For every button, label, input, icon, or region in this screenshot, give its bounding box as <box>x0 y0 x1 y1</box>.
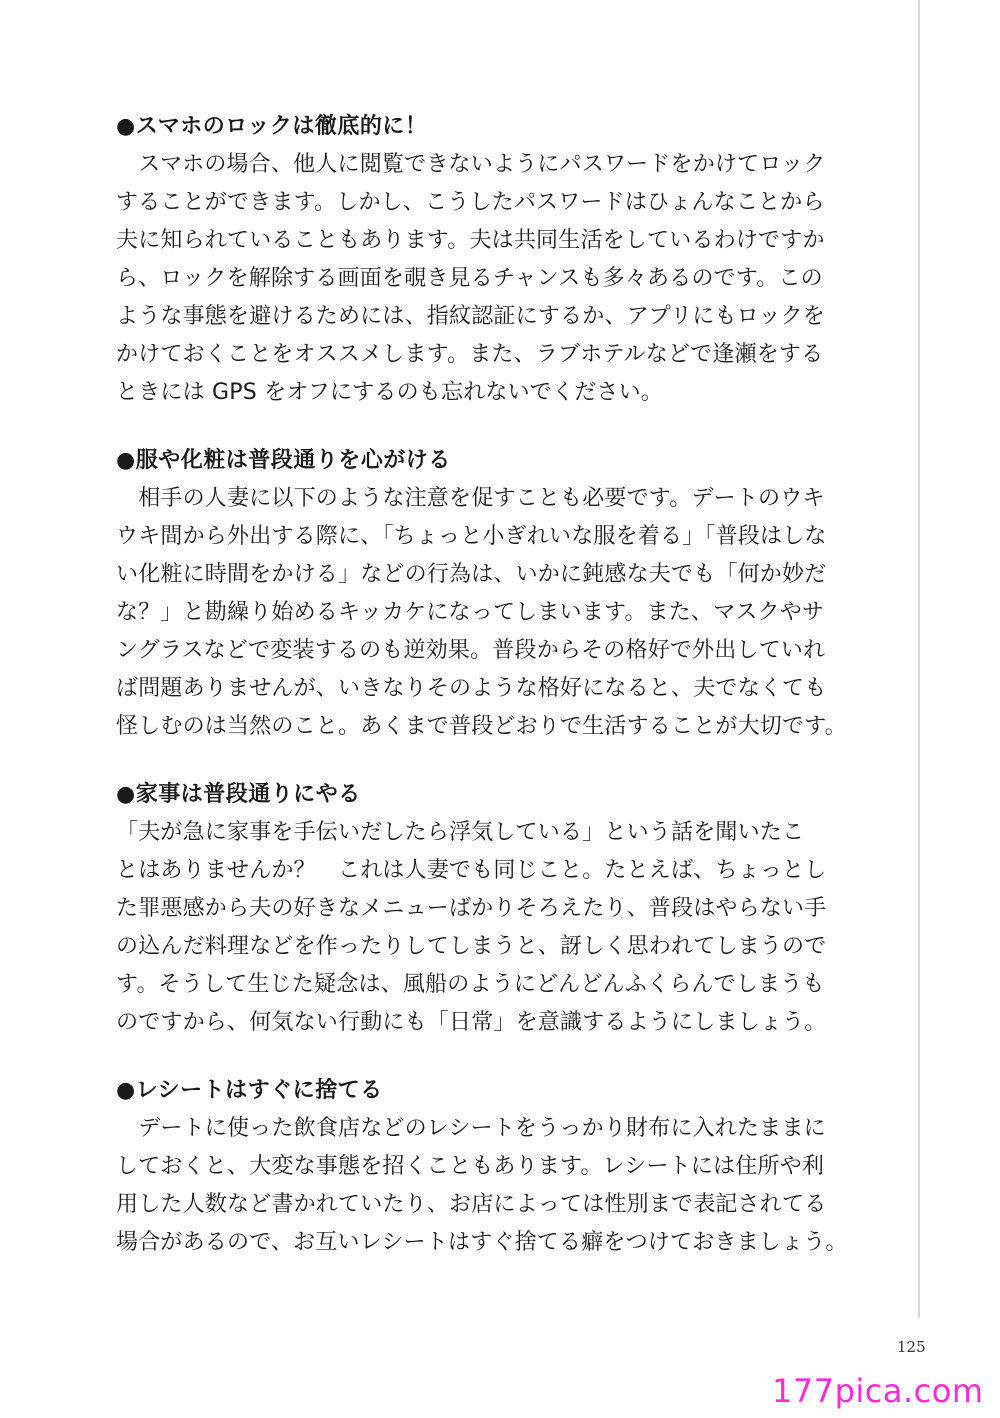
text-line: スマホの場合、他人に閲覧できないようにパスワードをかけてロック <box>116 152 826 177</box>
text-line: た罪悪感から夫の好きなメニューばかりそろえたり、普段はやらない手 <box>116 896 827 921</box>
text-line: デートに使った飲食店などのレシートをうっかり財布に入れたままに <box>116 1116 826 1141</box>
page-number: 125 <box>897 1338 926 1356</box>
section-heading: ●家事は普段通りにやる <box>116 782 361 807</box>
text-line: す。そうして生じた疑念は、風船のようにどんどんふくらんでしまうも <box>116 972 825 997</box>
text-line: ば問題ありませんが、いきなりそのような格好になると、夫でなくても <box>116 676 827 701</box>
text-line: 場合があるので、お互いレシートはすぐ捨てる癖をつけておきましょう。 <box>116 1230 848 1255</box>
section-paragraph <box>116 480 886 746</box>
text-line: の込んだ料理などを作ったりしてしまうと、訝しく思われてしまうので <box>116 934 827 959</box>
section-housework <box>116 780 886 1042</box>
section-smartphone-lock <box>116 112 886 412</box>
text-line: ら、ロックを解除する画面を覗き見るチャンスも多々あるのです。この <box>116 266 823 291</box>
text-line: とはありませんか？ これは人妻でも同じこと。たとえば、ちょっとし <box>116 858 827 883</box>
text-line: 夫に知られていることもあります。夫は共同生活をしているわけですか <box>116 228 825 253</box>
section-paragraph <box>116 146 886 412</box>
section-heading: ●レシートはすぐに捨てる <box>116 1078 383 1103</box>
text-line: ような事態を避けるためには、指紋認証にするか、アプリにもロックを <box>116 304 826 329</box>
page-content <box>116 112 886 1296</box>
margin-rule <box>918 0 920 1318</box>
text-line: しておくと、大変な事態を招くこともあります。レシートには住所や利 <box>116 1154 825 1179</box>
section-heading: ●服や化粧は普段通りを心がける <box>116 448 451 473</box>
section-clothes-makeup <box>116 446 886 746</box>
text-line: 「夫が急に家事を手伝いだしたら浮気している」という話を聞いたこ <box>116 820 805 845</box>
text-line: ングラスなどで変装するのも逆効果。普段からその格好で外出していれ <box>116 638 826 663</box>
text-line: のですから、何気ない行動にも「日常」を意識するようにしましょう。 <box>116 1010 827 1035</box>
section-paragraph <box>116 814 886 1042</box>
section-paragraph <box>116 1110 886 1262</box>
text-line: 怪しむのは当然のこと。あくまで普段どおりで生活することが大切です。 <box>116 714 847 739</box>
text-line: ときには GPS をオフにするのも忘れないでください。 <box>116 380 664 405</box>
section-receipts <box>116 1076 886 1262</box>
text-line: かけておくことをオススメします。また、ラブホテルなどで逢瀬をする <box>116 342 824 367</box>
text-line: 用した人数など書かれていたり、お店によっては性別まで表記されてる <box>116 1192 827 1217</box>
text-line: ウキ間から外出する際に、「ちょっと小ぎれいな服を着る」「普段はしな <box>116 524 827 549</box>
section-heading: ●スマホのロックは徹底的に！ <box>116 114 428 139</box>
watermark-text: 177pica.com <box>772 1372 984 1410</box>
text-line: い化粧に時間をかける」などの行為は、いかに鈍感な夫でも「何か妙だ <box>116 562 827 587</box>
text-line: 相手の人妻に以下のような注意を促すことも必要です。デートのウキ <box>116 486 825 511</box>
text-line: することができます。しかし、こうしたパスワードはひょんなことから <box>116 190 825 215</box>
text-line: な？」と勘繰り始めるキッカケになってしまいます。また、マスクやサ <box>116 600 825 625</box>
